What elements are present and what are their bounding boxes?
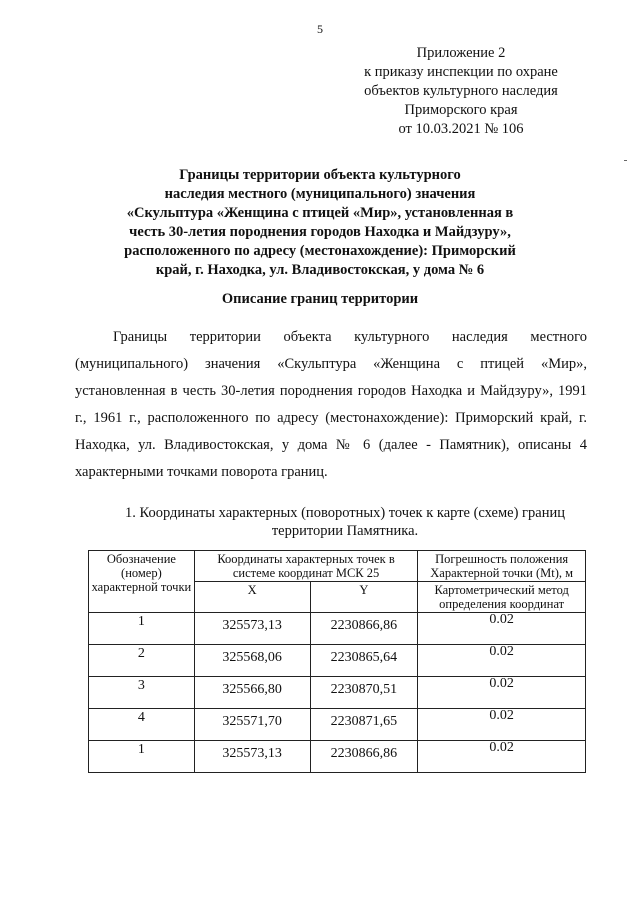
cell-error: 0.02 [418, 613, 586, 645]
paragraph-line: характерными точками поворота границ. [75, 464, 328, 480]
header-method: Картометрический метод определения координат [418, 582, 586, 613]
table-row [89, 645, 586, 677]
title-line: Границы территории объекта культурного [179, 167, 461, 183]
heading-line: территории Памятника. [271, 523, 419, 539]
cell-point: 3 [89, 677, 195, 709]
cell-error: 0.02 [418, 645, 586, 677]
cell-x: 325573,13 [194, 741, 310, 773]
cell-x: 325568,06 [194, 645, 310, 677]
cell-x: 325571,70 [194, 709, 310, 741]
cell-error: 0.02 [418, 741, 586, 773]
description-paragraph [75, 324, 587, 486]
header-coords: Координаты характерных точек в системе координат МСК 25 [194, 551, 418, 582]
table-row [89, 709, 586, 741]
header-error: Погрешность положения Характерной точки (Mt), м [418, 551, 586, 582]
cell-point: 1 [89, 741, 195, 773]
cell-x: 325566,80 [194, 677, 310, 709]
margin-mark [624, 160, 627, 161]
page-number: 5 [317, 22, 323, 36]
coordinates-heading [100, 504, 590, 540]
paragraph-line: Находка, ул. Владивостокская, у дома № 6 (далее - Памятник), описаны 4 [75, 437, 587, 453]
appendix-line: к приказу инспекции по охране [364, 64, 558, 80]
heading-line: 1. Координаты характерных (поворотных) точек к карте (схеме) границ [125, 505, 565, 521]
cell-error: 0.02 [418, 677, 586, 709]
table-row [89, 677, 586, 709]
cell-point: 1 [89, 613, 195, 645]
cell-y: 2230871,65 [310, 709, 418, 741]
title-line: «Скульптура «Женщина с птицей «Мир», установленная в [126, 205, 514, 221]
cell-point: 4 [89, 709, 195, 741]
paragraph-line: (муниципального) значения «Скульптура «Женщина с птицей «Мир», [75, 356, 587, 372]
title-line: расположенного по адресу (местонахождение): Приморский [124, 243, 516, 259]
document-title [90, 166, 550, 280]
header-x: X [194, 582, 310, 613]
section-subtitle: Описание границ территории [221, 291, 419, 307]
appendix-line: Приморского края [404, 102, 518, 118]
appendix-line: объектов культурного наследия [364, 83, 558, 99]
paragraph-line: Границы территории объекта культурного наследия местного [113, 329, 587, 345]
coordinates-table [88, 550, 586, 773]
cell-point: 2 [89, 645, 195, 677]
cell-y: 2230866,86 [310, 741, 418, 773]
title-line: честь 30-летия породнения городов Находка и Майдзуру», [129, 224, 511, 240]
table-row [89, 741, 586, 773]
appendix-line: Приложение 2 [416, 45, 506, 61]
cell-y: 2230870,51 [310, 677, 418, 709]
paragraph-line: г., 1961 г., расположенного по адресу (местонахождение): Приморский край, г. [75, 410, 587, 426]
cell-error: 0.02 [418, 709, 586, 741]
appendix-line: от 10.03.2021 № 106 [398, 121, 524, 137]
table-row [89, 613, 586, 645]
cell-x: 325573,13 [194, 613, 310, 645]
header-y: Y [310, 582, 418, 613]
cell-y: 2230866,86 [310, 613, 418, 645]
title-line: край, г. Находка, ул. Владивостокская, у дома № 6 [155, 262, 485, 278]
header-point: Обозначение (номер) характерной точки [89, 551, 195, 613]
cell-y: 2230865,64 [310, 645, 418, 677]
paragraph-line: установленная в честь 30-летия породнения городов Находка и Майдзуру», 1991 [75, 383, 587, 399]
title-line: наследия местного (муниципального) значения [164, 186, 476, 202]
appendix-header [336, 44, 586, 139]
